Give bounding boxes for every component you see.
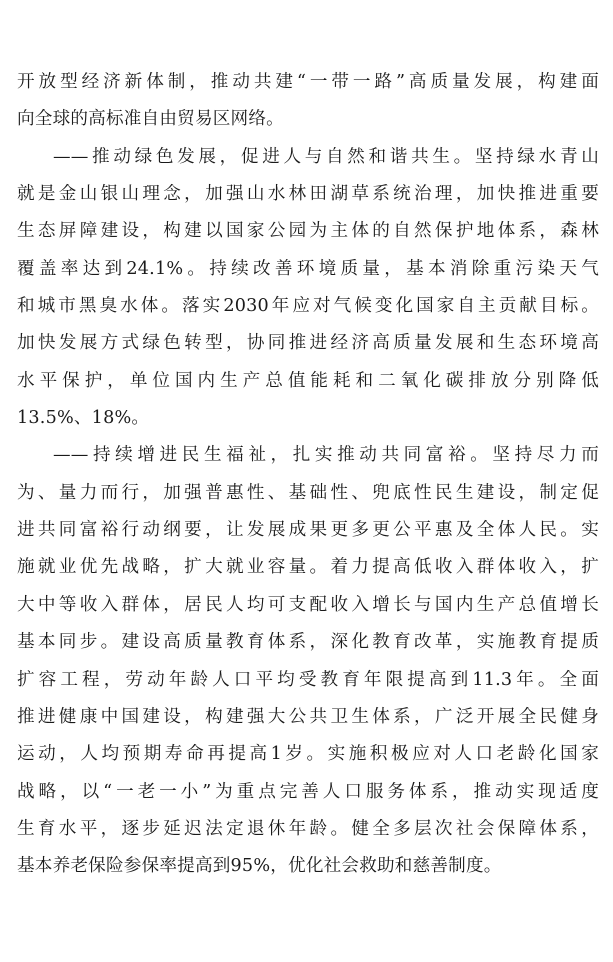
paragraph-livelihood — [17, 437, 599, 885]
text-line: 13.5%、18%。 — [17, 408, 150, 429]
text-line: 生育水平，逐步延迟法定退休年龄。健全多层次社会保障体系， — [17, 818, 599, 839]
text-line: 运动，人均预期寿命再提高1岁。实施积极应对人口老龄化国家 — [17, 744, 599, 765]
text-line: 生态屏障建设，构建以国家公园为主体的自然保护地体系，森林 — [17, 221, 599, 242]
text-line: ——推动绿色发展，促进人与自然和谐共生。坚持绿水青山 — [53, 146, 599, 167]
paragraph-opening-continuation — [17, 64, 599, 139]
text-line: 覆盖率达到24.1%。持续改善环境质量，基本消除重污染天气 — [17, 258, 599, 279]
text-line: 大中等收入群体，居民人均可支配收入增长与国内生产总值增长 — [17, 594, 599, 615]
text-line: 战略，以“一老一小”为重点完善人口服务体系，推动实现适度 — [17, 781, 599, 802]
text-line: 扩容工程，劳动年龄人口平均受教育年限提高到11.3年。全面 — [17, 669, 599, 690]
text-line: 开放型经济新体制，推动共建“一带一路”高质量发展，构建面 — [17, 72, 599, 92]
text-line: ——持续增进民生福祉，扎实推动共同富裕。坚持尽力而 — [53, 445, 599, 466]
text-line: 推进健康中国建设，构建强大公共卫生体系，广泛开展全民健身 — [17, 706, 599, 727]
text-line: 向全球的高标准自由贸易区网络。 — [17, 109, 284, 130]
text-line: 就是金山银山理念，加强山水林田湖草系统治理，加快推进重要 — [17, 184, 599, 205]
text-line: 基本养老保险参保率提高到95%，优化社会救助和慈善制度。 — [17, 856, 502, 877]
paragraph-green-development — [17, 139, 599, 438]
text-line: 和城市黑臭水体。落实2030年应对气候变化国家自主贡献目标。 — [17, 296, 599, 317]
text-line: 施就业优先战略，扩大就业容量。着力提高低收入群体收入，扩 — [17, 557, 599, 578]
text-line: 为、量力而行，加强普惠性、基础性、兜底性民生建设，制定促 — [17, 482, 599, 503]
text-line: 水平保护，单位国内生产总值能耗和二氧化碳排放分别降低 — [17, 370, 599, 391]
text-line: 基本同步。建设高质量教育体系，深化教育改革，实施教育提质 — [17, 632, 599, 653]
text-line: 加快发展方式绿色转型，协同推进经济高质量发展和生态环境高 — [17, 333, 599, 354]
text-line: 进共同富裕行动纲要，让发展成果更多更公平惠及全体人民。实 — [17, 520, 599, 541]
